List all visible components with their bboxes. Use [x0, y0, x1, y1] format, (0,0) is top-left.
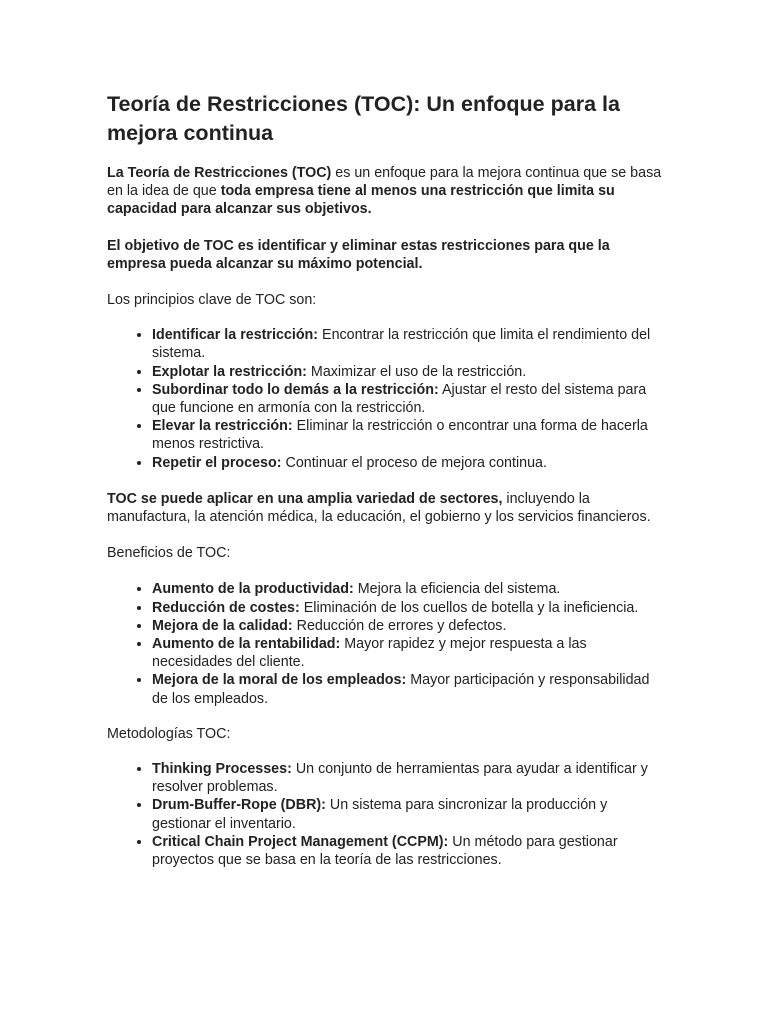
benefits-list [107, 580, 667, 707]
item-desc: Maximizar el uso de la restricción. [306, 363, 527, 380]
list-item [152, 454, 667, 472]
item-desc: Encontrar la restricción que limita el rendimiento del sistema. [152, 327, 651, 362]
list-item [152, 417, 667, 453]
item-term: Subordinar todo lo demás a la restricción: [152, 381, 439, 398]
item-term: Aumento de la productividad: [152, 581, 354, 598]
list-item [152, 617, 667, 635]
sectors-bold: TOC se puede aplicar en una amplia variedad de sectores, [107, 490, 503, 507]
list-item [152, 326, 667, 362]
item-term: Aumento de la rentabilidad: [152, 636, 341, 653]
list-item [152, 580, 667, 598]
item-desc: Mejora la eficiencia del sistema. [353, 581, 561, 598]
item-term: Reducción de costes: [152, 599, 300, 616]
benefits-heading: Beneficios de TOC: [107, 545, 231, 562]
sectors-paragraph [107, 490, 667, 526]
item-term: Mejora de la moral de los empleados: [152, 672, 407, 689]
list-item [152, 796, 667, 832]
item-desc: Eliminar la restricción o encontrar una forma de hacerla menos restrictiva. [152, 418, 648, 453]
list-item [152, 381, 667, 417]
sectors-text: incluyendo la manufactura, la atención médica, la educación, el gobierno y los servicios financieros. [107, 490, 651, 526]
item-term: Drum-Buffer-Rope (DBR): [152, 797, 326, 814]
objective-text: El objetivo de TOC es identificar y eliminar estas restricciones para que la empresa pueda alcanzar su máximo potencial. [107, 237, 610, 272]
intro-bold-term: La Teoría de Restricciones (TOC) [107, 165, 332, 181]
list-item [152, 760, 667, 796]
item-desc: Un sistema para sincronizar la producción y gestionar el inventario. [152, 797, 608, 832]
item-desc: Mayor participación y responsabilidad de los empleados. [152, 672, 650, 707]
principles-heading: Los principios clave de TOC son: [107, 292, 317, 309]
item-desc: Un método para gestionar proyectos que se basa en la teoría de las restricciones. [152, 833, 618, 869]
document-page [107, 90, 667, 869]
item-term: Identificar la restricción: [152, 327, 319, 344]
item-desc: Eliminación de los cuellos de botella y la ineficiencia. [299, 599, 639, 616]
item-term: Critical Chain Project Management (CCPM): [152, 833, 449, 850]
item-term: Elevar la restricción: [152, 418, 293, 435]
list-item [152, 833, 667, 869]
objective-paragraph [107, 237, 667, 273]
intro-bold-statement: toda empresa tiene al menos una restricción que limita su capacidad para alcanzar sus objetivos. [107, 183, 615, 218]
list-item [152, 363, 667, 381]
item-term: Explotar la restricción: [152, 363, 307, 380]
item-desc: Un conjunto de herramientas para ayudar a identificar y resolver problemas. [152, 761, 648, 796]
item-desc: Continuar el proceso de mejora continua. [281, 454, 547, 471]
item-term: Mejora de la calidad: [152, 617, 293, 634]
item-desc: Reducción de errores y defectos. [292, 617, 507, 634]
methodologies-list [107, 760, 667, 869]
intro-paragraph [107, 164, 667, 219]
principles-list [107, 326, 667, 472]
list-item [152, 635, 667, 671]
document-title: Teoría de Restricciones (TOC): Un enfoque para la mejora continua [107, 92, 620, 145]
list-item [152, 671, 667, 707]
item-desc: Ajustar el resto del sistema para que funcione en armonía con la restricción. [152, 381, 647, 417]
list-item [152, 599, 667, 617]
item-term: Thinking Processes: [152, 761, 292, 778]
item-desc: Mayor rapidez y mejor respuesta a las necesidades del cliente. [152, 636, 587, 671]
intro-text: es un enfoque para la mejora continua que se basa en la idea de que [107, 165, 662, 200]
methodologies-heading: Metodologías TOC: [107, 725, 231, 742]
item-term: Repetir el proceso: [152, 454, 282, 471]
